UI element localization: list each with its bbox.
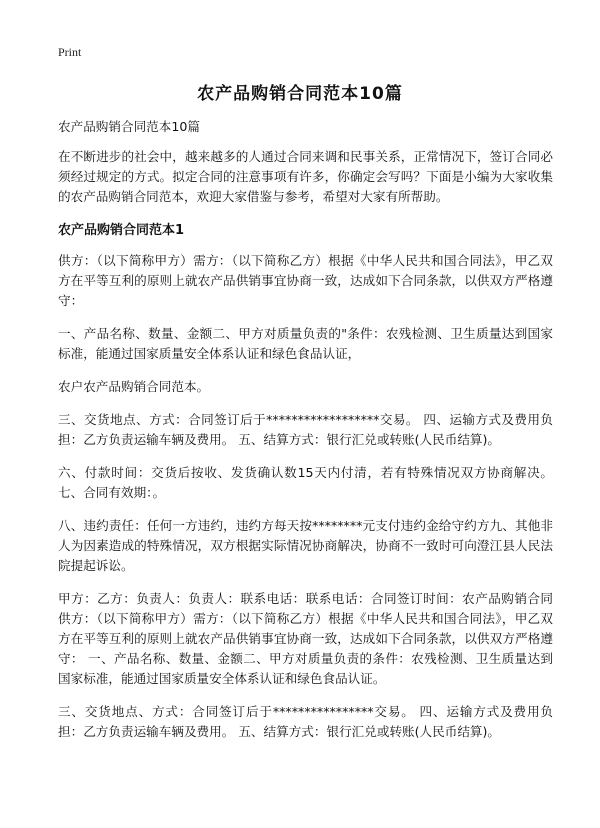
paragraph: 八、违约责任：任何一方违约，违约方每天按********元支付违约金给守约方九、其他非人为因素造成的特殊情况，双方根据实际情况协商解决，协商不一致时可向澄江县人民法院提起诉讼。 [58,518,553,573]
paragraph: 三、交货地点、方式：合同签订后于******************交易。 四、运输方式及费用负担：乙方负责运输车辆及费用。 五、结算方式：银行汇兑或转账(人民币结算)。 [58,412,553,447]
paragraph: 农户农产品购销合同范本。 [58,379,210,394]
paragraph: 供方：（以下简称甲方）需方：（以下简称乙方）根据《中华人民共和国合同法》，甲乙双方在平等互利的原则上就农产品供销事宜协商一致，达成如下合同条款，以供双方严格遵守： [58,253,553,308]
subtitle: 农产品购销合同范本10篇 [58,119,200,134]
document-body [58,117,553,755]
paragraph: 三、交货地点、方式：合同签订后于****************交易。 四、运输方式及费用负担：乙方负责运输车辆及费用。 五、结算方式：银行汇兑或转账(人民币结算)。 [58,704,553,739]
paragraph: 甲方：乙方：负责人：负责人：联系电话：联系电话：合同签订时间：农产品购销合同 供方：（以下简称甲方）需方：（以下简称乙方）根据《中华人民共和国合同法》，甲乙双方在平等互利的原则上就农产品供销事宜协商一致，达成如下合同条款，以供双方严格遵守： 一、产品名称、数量、金额二、甲方对质量负责的条件：农残检测、卫生质量达到国家标准，能通过国家质量安全体系认证和绿色食品认证。 [58,591,553,686]
paragraph: 一、产品名称、数量、金额二、甲方对质量负责的"条件：农残检测、卫生质量达到国家标准，能通过国家质量安全体系认证和绿色食品认证， [58,326,553,361]
document-title: 农产品购销合同范本10篇 [197,84,403,104]
intro-paragraph: 在不断进步的社会中，越来越多的人通过合同来调和民事关系，正常情况下，签订合同必须经过规定的方式。拟定合同的注意事项有许多，你确定会写吗？下面是小编为大家收集的农产品购销合同范本，欢迎大家借鉴与参考，希望对大家有所帮助。 [58,149,553,204]
section-heading: 农产品购销合同范本1 [58,223,185,238]
print-link[interactable]: Print [58,45,82,59]
paragraph: 六、付款时间：交货后按收、发货确认数15天内付清，若有特殊情况双方协商解决。 七、合同有效期：。 [58,465,553,500]
